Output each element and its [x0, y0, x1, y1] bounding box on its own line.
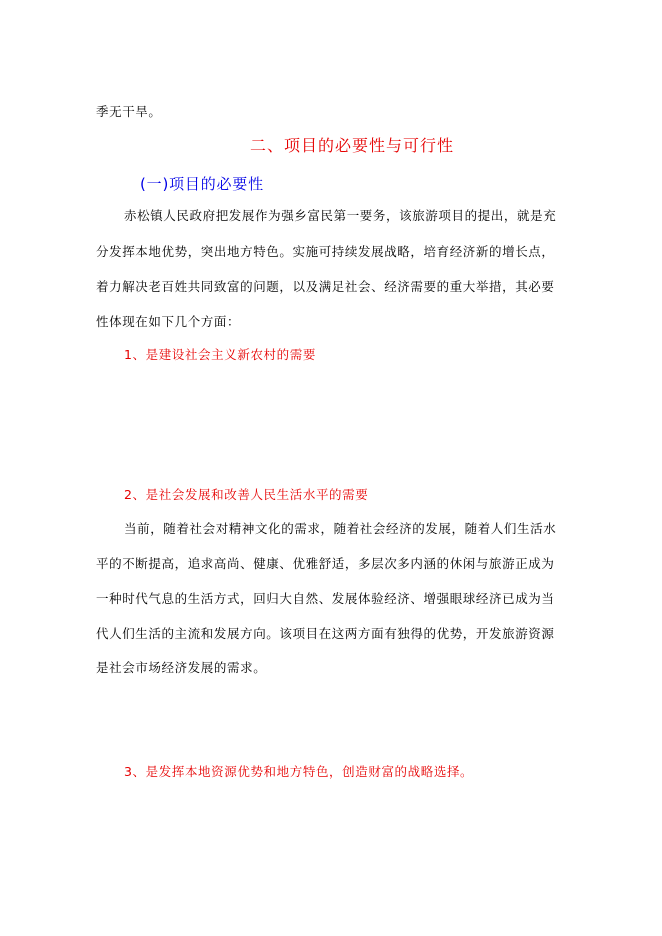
- paragraph-line: 分发挥本地优势，突出地方特色。实施可持续发展战略，培育经济新的增长点，: [96, 244, 555, 259]
- paragraph-line: 赤松镇人民政府把发展作为强乡富民第一要务，该旅游项目的提出，就是充: [124, 208, 557, 223]
- paragraph-line: 代人们生活的主流和发展方向。该项目在这两方面有独得的优势，开发旅游资源: [96, 626, 555, 641]
- section-title: 二、项目的必要性与可行性: [250, 136, 455, 155]
- paragraph-line: 是社会市场经济发展的需求。: [96, 660, 267, 675]
- item-heading-1: 1、是建设社会主义新农村的需要: [124, 347, 316, 362]
- item-heading-3: 3、是发挥本地资源优势和地方特色，创造财富的战略选择。: [124, 764, 474, 779]
- paragraph-line: 着力解决老百姓共同致富的问题，以及满足社会、经济需要的重大举措，其必要: [96, 279, 555, 294]
- item-heading-2: 2、是社会发展和改善人民生活水平的需要: [124, 487, 369, 502]
- carryover-text: 季无干旱。: [96, 104, 162, 119]
- paragraph-line: 当前，随着社会对精神文化的需求，随着社会经济的发展，随着人们生活水: [124, 521, 557, 536]
- paragraph-line: 性体现在如下几个方面：: [96, 314, 241, 329]
- subsection-title: (一)项目的必要性: [140, 175, 264, 193]
- paragraph-line: 一种时代气息的生活方式，回归大自然、发展体验经济、增强眼球经济已成为当: [96, 591, 555, 606]
- paragraph-line: 平的不断提高，追求高尚、健康、优雅舒适，多层次多内涵的休闲与旅游正成为: [96, 556, 555, 571]
